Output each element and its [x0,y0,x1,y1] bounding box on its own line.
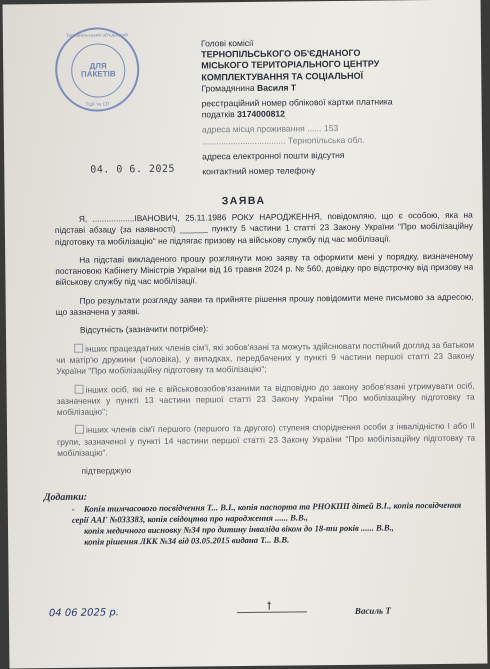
signature-name: Василь Т [354,605,391,616]
statement-body [55,210,476,485]
stamp-ring-top: Тернопільський об'єднаний [65,32,128,38]
attachment-text: копія рішення ЛКК №34 від 03.05.2015 видана Т... В.В. [84,534,290,547]
stamp-center [71,43,126,98]
recipient-block [201,36,480,178]
stamp-line-1: ДЛЯ [89,61,107,71]
attachment-text: Копія тимчасового посвідчення Т... В.І., копія паспорта та РНОКПП дітей В.І., копія посвідчення серії ААГ №033383, копія свідоцтва про народження ...... В.В., [71,499,462,525]
paragraph-request: На підставі викладеного прошу розглянути мою заяву та оформити мені у порядку, визначеному постановою Кабінету Міністрів України від 16 травня 2024 р. № 560, довідку про відстрочку від призову на військову службу під час мобілізації. [55,250,474,288]
checkbox-icon[interactable] [75,384,84,393]
option-item [57,421,475,459]
citizen-prefix: Громадянина [201,82,255,94]
checkbox-icon[interactable] [74,343,83,352]
stamp-ring-bottom: ТЦК та СП [85,101,110,107]
option-text: інших членів сім'ї першого (першого та другого) ступеня споріднення особи з інвалідністю I або II групи, зазначеної у пункті 14 частини першої статті 23 Закону України "Про мобілізаційну підготовку та мобілізацію". [57,421,476,459]
received-date-stamp: 04. 0 6. 2025 [90,163,176,176]
presence-label: Відсутність (зазначити потрібне): [79,323,209,336]
reg-label: реєстраційний номер облікової картки платника [201,96,393,109]
confirm-text: підтверджую [81,465,132,477]
paragraph-notify: Про результати розгляду заяви та прийняте рішення прошу повідомити мене письмово за адресою, що зазначена у заяві. [55,291,474,318]
recipient-org-3: КОМПЛЕКТУВАННЯ ТА СОЦІАЛЬНОЇ [201,70,364,83]
tax-label: податків [201,109,235,120]
citizen-name: Василя Т [256,82,297,93]
document-page [3,0,488,668]
recipient-to: Голові комісії [200,37,254,49]
attachment-text: копія медичного висновку №34 про дитину інваліда віком до 18-ти років ...... В.В., [83,522,394,536]
attachments-label: Додатки: [43,491,88,504]
attachment-item: - Копія тимчасового посвідчення Т... В.І., копія паспорта та РНОКПП дітей В.І., копія посвідчення серії ААГ №033383, копія свідоцтва про народження ...... В.В., [71,499,462,525]
signature-mark-icon: ꝉ [266,600,272,613]
attachments-list [72,500,476,548]
document-title: ЗАЯВА [221,194,266,208]
stamp-line-2: ПАКЕТІВ [80,69,116,79]
recipient-org-2: МІСЬКОГО ТЕРИТОРІАЛЬНОГО ЦЕНТРУ [201,58,380,71]
option-text: інших осіб, які не є військовозобов'язаними та відповідно до закону зобов'язані утримувати осіб, зазначених у пункті 13 частини першої статті 23 Закону України "Про мобілізаційну підготовку та мобілізацію"; [56,380,475,418]
tax-number: 3174000812 [237,108,285,120]
signature-line [237,611,307,613]
address-line-1: адреса місця проживання ...... 153 [201,123,339,135]
phone-line: контактний номер телефону [202,165,316,177]
option-item [57,380,475,418]
address-line-2: ................................... Тернопільська обл. [201,134,365,147]
checkbox-icon[interactable] [75,425,84,434]
email-line: адреса електронної пошти відсутня [202,149,345,162]
option-text: інших працездатних членів сім'ї, які зобов'язані та можуть здійснювати постійний догляд за батьком чи матір'ю дружини (чоловіка), у випадках, передбачених у пункті 9 частини першої статті 23 Закону України "Про мобілізаційну підготовку та мобілізацію"; [56,339,475,377]
paragraph-declaration: Я, ..................ІВАНОВИЧ, 25.11.1986 РОКУ НАРОДЖЕННЯ, повідомляю, що є особою, яка на підставі абзацу (за наявності) ______ пункту 5 частини 1 статті 23 Закону України "Про мобілізаційну підготовку та мобілізацію" не підлягає призову на військову службу під час мобілізації. [54,209,473,247]
signature-date: 04 06 2025 р. [48,607,119,620]
option-item [56,339,474,377]
recipient-org-1: ТЕРНОПІЛЬСЬКОГО ОБ'ЄДНАНОГО [201,47,361,60]
stamp-seal [55,27,140,112]
